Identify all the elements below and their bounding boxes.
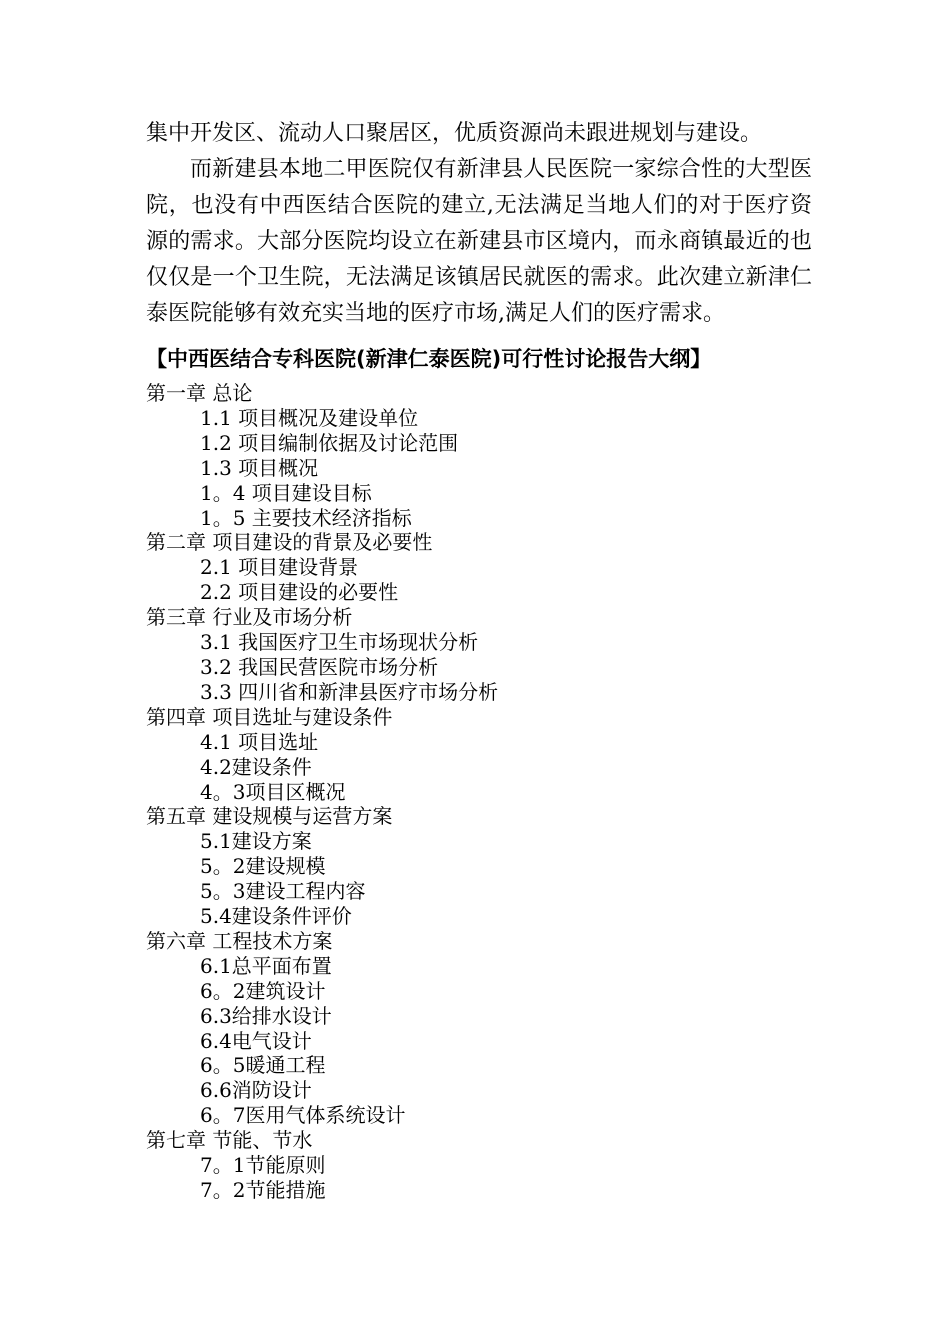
section-item: 1.1 项目概况及建设单位 xyxy=(200,405,419,430)
chapter-title: 第五章 建设规模与运营方案 xyxy=(146,804,393,829)
section-item: 6.4电气设计 xyxy=(200,1028,312,1053)
chapter-title: 第三章 行业及市场分析 xyxy=(146,605,353,630)
section-item: 2.1 项目建设背景 xyxy=(200,555,359,580)
section-item: 6。7医用气体系统设计 xyxy=(200,1103,406,1128)
section-item: 5.4建设条件评价 xyxy=(200,904,352,929)
section-item: 6.3给排水设计 xyxy=(200,1003,332,1028)
section-item: 5。3建设工程内容 xyxy=(200,879,366,904)
section-item: 5。2建设规模 xyxy=(200,854,326,879)
section-item: 1。4 项目建设目标 xyxy=(200,480,372,505)
body-text xyxy=(146,116,812,332)
section-item: 5.1建设方案 xyxy=(200,829,312,854)
chapter-title: 第二章 项目建设的背景及必要性 xyxy=(146,530,433,555)
section-item: 2.2 项目建设的必要性 xyxy=(200,580,399,605)
section-item: 1.2 项目编制依据及讨论范围 xyxy=(200,430,459,455)
section-item: 1。5 主要技术经济指标 xyxy=(200,505,412,530)
section-item: 6。2建筑设计 xyxy=(200,978,326,1003)
section-item: 7。1节能原则 xyxy=(200,1153,326,1178)
section-item: 6。5暖通工程 xyxy=(200,1053,326,1078)
paragraph: 而新建县本地二甲医院仅有新津县人民医院一家综合性的大型医院，也没有中西医结合医院的建立,无法满足当地人们的对于医疗资源的需求。大部分医院均设立在新建县市区境内，而永商镇最近的也仅仅是一个卫生院，无法满足该镇居民就医的需求。此次建立新津仁泰医院能够有效充实当地的医疗市场,满足人们的医疗需求。 xyxy=(146,157,812,326)
section-item: 3.1 我国医疗卫生市场现状分析 xyxy=(200,630,479,655)
section-item: 6.6消防设计 xyxy=(200,1078,312,1103)
section-item: 3.2 我国民营医院市场分析 xyxy=(200,654,439,679)
outline-list xyxy=(146,381,846,1203)
section-item: 4.2建设条件 xyxy=(200,754,312,779)
section-item: 1.3 项目概况 xyxy=(200,455,319,480)
chapter-title: 第六章 工程技术方案 xyxy=(146,928,333,953)
chapter-title: 第四章 项目选址与建设条件 xyxy=(146,704,393,729)
paragraph: 集中开发区、流动人口聚居区，优质资源尚未跟进规划与建设。 xyxy=(146,121,763,146)
section-item: 4。3项目区概况 xyxy=(200,779,346,804)
chapter-title: 第一章 总论 xyxy=(146,381,253,405)
section-item: 3.3 四川省和新津县医疗市场分析 xyxy=(200,679,499,704)
outline-heading: 【中西医结合专科医院(新津仁泰医院)可行性讨论报告大纲】 xyxy=(146,347,712,371)
chapter-title: 第七章 节能、节水 xyxy=(146,1128,313,1153)
section-item: 7。2节能措施 xyxy=(200,1178,326,1202)
section-item: 6.1总平面布置 xyxy=(200,953,332,978)
section-item: 4.1 项目选址 xyxy=(200,729,319,754)
